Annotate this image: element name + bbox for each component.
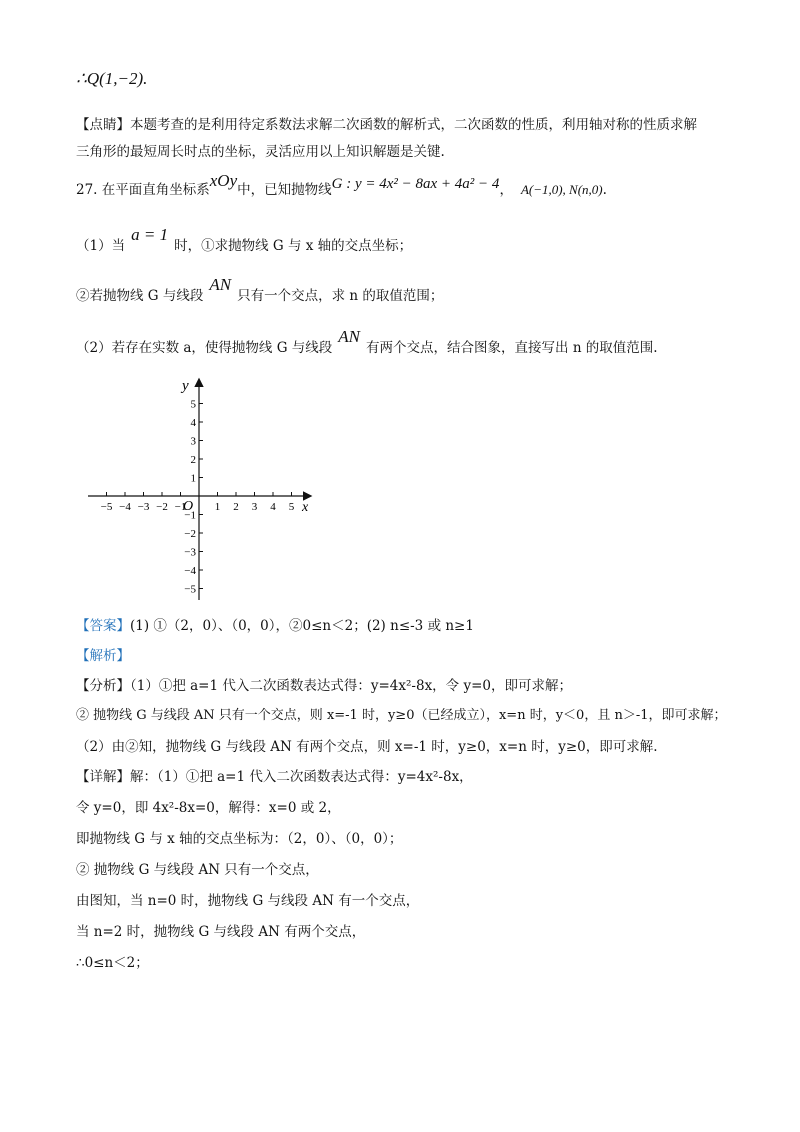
y-tick-label: 3: [190, 435, 196, 448]
xiangjie-line-4: ② 抛物线 G 与线段 AN 只有一个交点，: [76, 862, 319, 878]
fenxi-line-2: ② 抛物线 G 与线段 AN 只有一个交点，则 x=-1 时，y≥0（已经成立），x=n 时，y＜0，且 n＞-1，即可求解；: [76, 708, 727, 723]
x-tick-label: 5: [288, 501, 295, 513]
answer-line: [76, 617, 474, 635]
y-tick-label: 2: [190, 454, 196, 466]
x-tick-label: 2: [233, 501, 239, 513]
answer-text: (1) ①（2，0）、（0，0），②0≤n＜2；(2) n≤-3 或 n≥1: [130, 618, 474, 634]
question-27-stem: [76, 171, 607, 199]
xiangjie-line-5: 由图知，当 n=0 时，抛物线 G 与线段 AN 有一个交点，: [76, 893, 420, 909]
y-tick-label: 1: [190, 472, 196, 485]
part-1-text-b: 时，①求抛物线 G 与 x 轴的交点坐标；: [174, 238, 413, 254]
conclusion-line: ∴Q(1,−2).: [76, 69, 148, 88]
y-tick-label: −4: [184, 565, 196, 577]
part-1-sub2-line: [76, 275, 444, 305]
y-tick-label: 5: [190, 398, 196, 411]
part-2-segment-an: AN: [338, 327, 361, 346]
answer-tag: 【答案】: [76, 618, 130, 634]
x-tick-label: 1: [214, 501, 221, 513]
stem-xoy: xOy: [209, 171, 238, 190]
stem-text-b: 中，已知抛物线: [237, 182, 332, 198]
x-axis-label: x: [302, 500, 309, 515]
y-axis-label: y: [182, 378, 189, 394]
x-tick-label: −5: [100, 501, 113, 513]
x-tick-label: −4: [119, 501, 131, 513]
xiangjie-line-6: 当 n=2 时，抛物线 G 与线段 AN 有两个交点，: [76, 924, 366, 940]
stem-end: .: [602, 182, 607, 198]
part-2-text-b: 有两个交点，结合图象，直接写出 n 的取值范围.: [366, 340, 658, 356]
part-2-text-a: （2）若存在实数 a，使得抛物线 G 与线段: [76, 340, 333, 356]
dianjing-tag: 【点睛】: [76, 117, 130, 133]
dianjing-line-2: 三角形的最短周长时点的坐标，灵活应用以上知识解题是关键.: [76, 144, 445, 160]
y-tick-label: −1: [184, 509, 196, 522]
x-tick-label: 4: [270, 501, 276, 513]
xiangjie-line-3: 即抛物线 G 与 x 轴的交点坐标为：（2，0）、（0，0）；: [76, 831, 403, 847]
origin-label: O: [183, 499, 194, 514]
stem-points: A(−1,0), N(n,0): [520, 182, 603, 197]
stem-parabola-formula: G : y = 4x² − 8ax + 4a² − 4: [331, 176, 500, 192]
dianjing-text-1: 本题考查的是利用待定系数法求解二次函数的解析式，二次函数的性质，利用轴对称的性质求解: [130, 117, 697, 133]
y-tick-label: −5: [184, 583, 196, 596]
x-tick-label: −1: [174, 501, 187, 513]
sub2-text-a: ②若抛物线 G 与线段: [76, 288, 204, 304]
y-tick-label: 4: [190, 417, 196, 429]
part-1-text-a: （1）当: [76, 238, 126, 254]
coordinate-graph: [86, 374, 326, 614]
dianjing-line-1: [76, 116, 697, 134]
y-tick-label: −2: [184, 528, 196, 540]
xiangjie-line-7: ∴0≤n＜2；: [76, 955, 149, 971]
sub2-segment-an: AN: [209, 275, 232, 294]
stem-comma: ，: [499, 182, 513, 198]
y-tick-label: −3: [184, 546, 196, 559]
part-1-line: [76, 225, 413, 255]
stem-text-a: 27. 在平面直角坐标系: [76, 182, 210, 198]
x-tick-label: 3: [251, 501, 258, 513]
part-1-a-equals: a = 1: [131, 225, 169, 244]
part-2-line: [76, 327, 658, 357]
xiangjie-line-1: 【详解】解：（1）①把 a=1 代入二次函数表达式得：y=4x²-8x，: [76, 769, 473, 785]
x-tick-label: −3: [137, 501, 150, 513]
axis-tick-labels: [101, 399, 295, 596]
xiangjie-line-2: 令 y=0，即 4x²-8x=0，解得：x=0 或 2，: [76, 800, 341, 816]
x-tick-label: −2: [156, 501, 168, 513]
fenxi-line-3: （2）由②知，抛物线 G 与线段 AN 有两个交点，则 x=-1 时，y≥0，x=n 时，y≥0，即可求解.: [76, 739, 658, 755]
sub2-text-b: 只有一个交点，求 n 的取值范围；: [237, 288, 444, 304]
fenxi-line-1: 【分析】（1）①把 a=1 代入二次函数表达式得：y=4x²-8x，令 y=0，即可求解；: [76, 678, 573, 694]
jiexi-tag: 【解析】: [76, 648, 130, 664]
